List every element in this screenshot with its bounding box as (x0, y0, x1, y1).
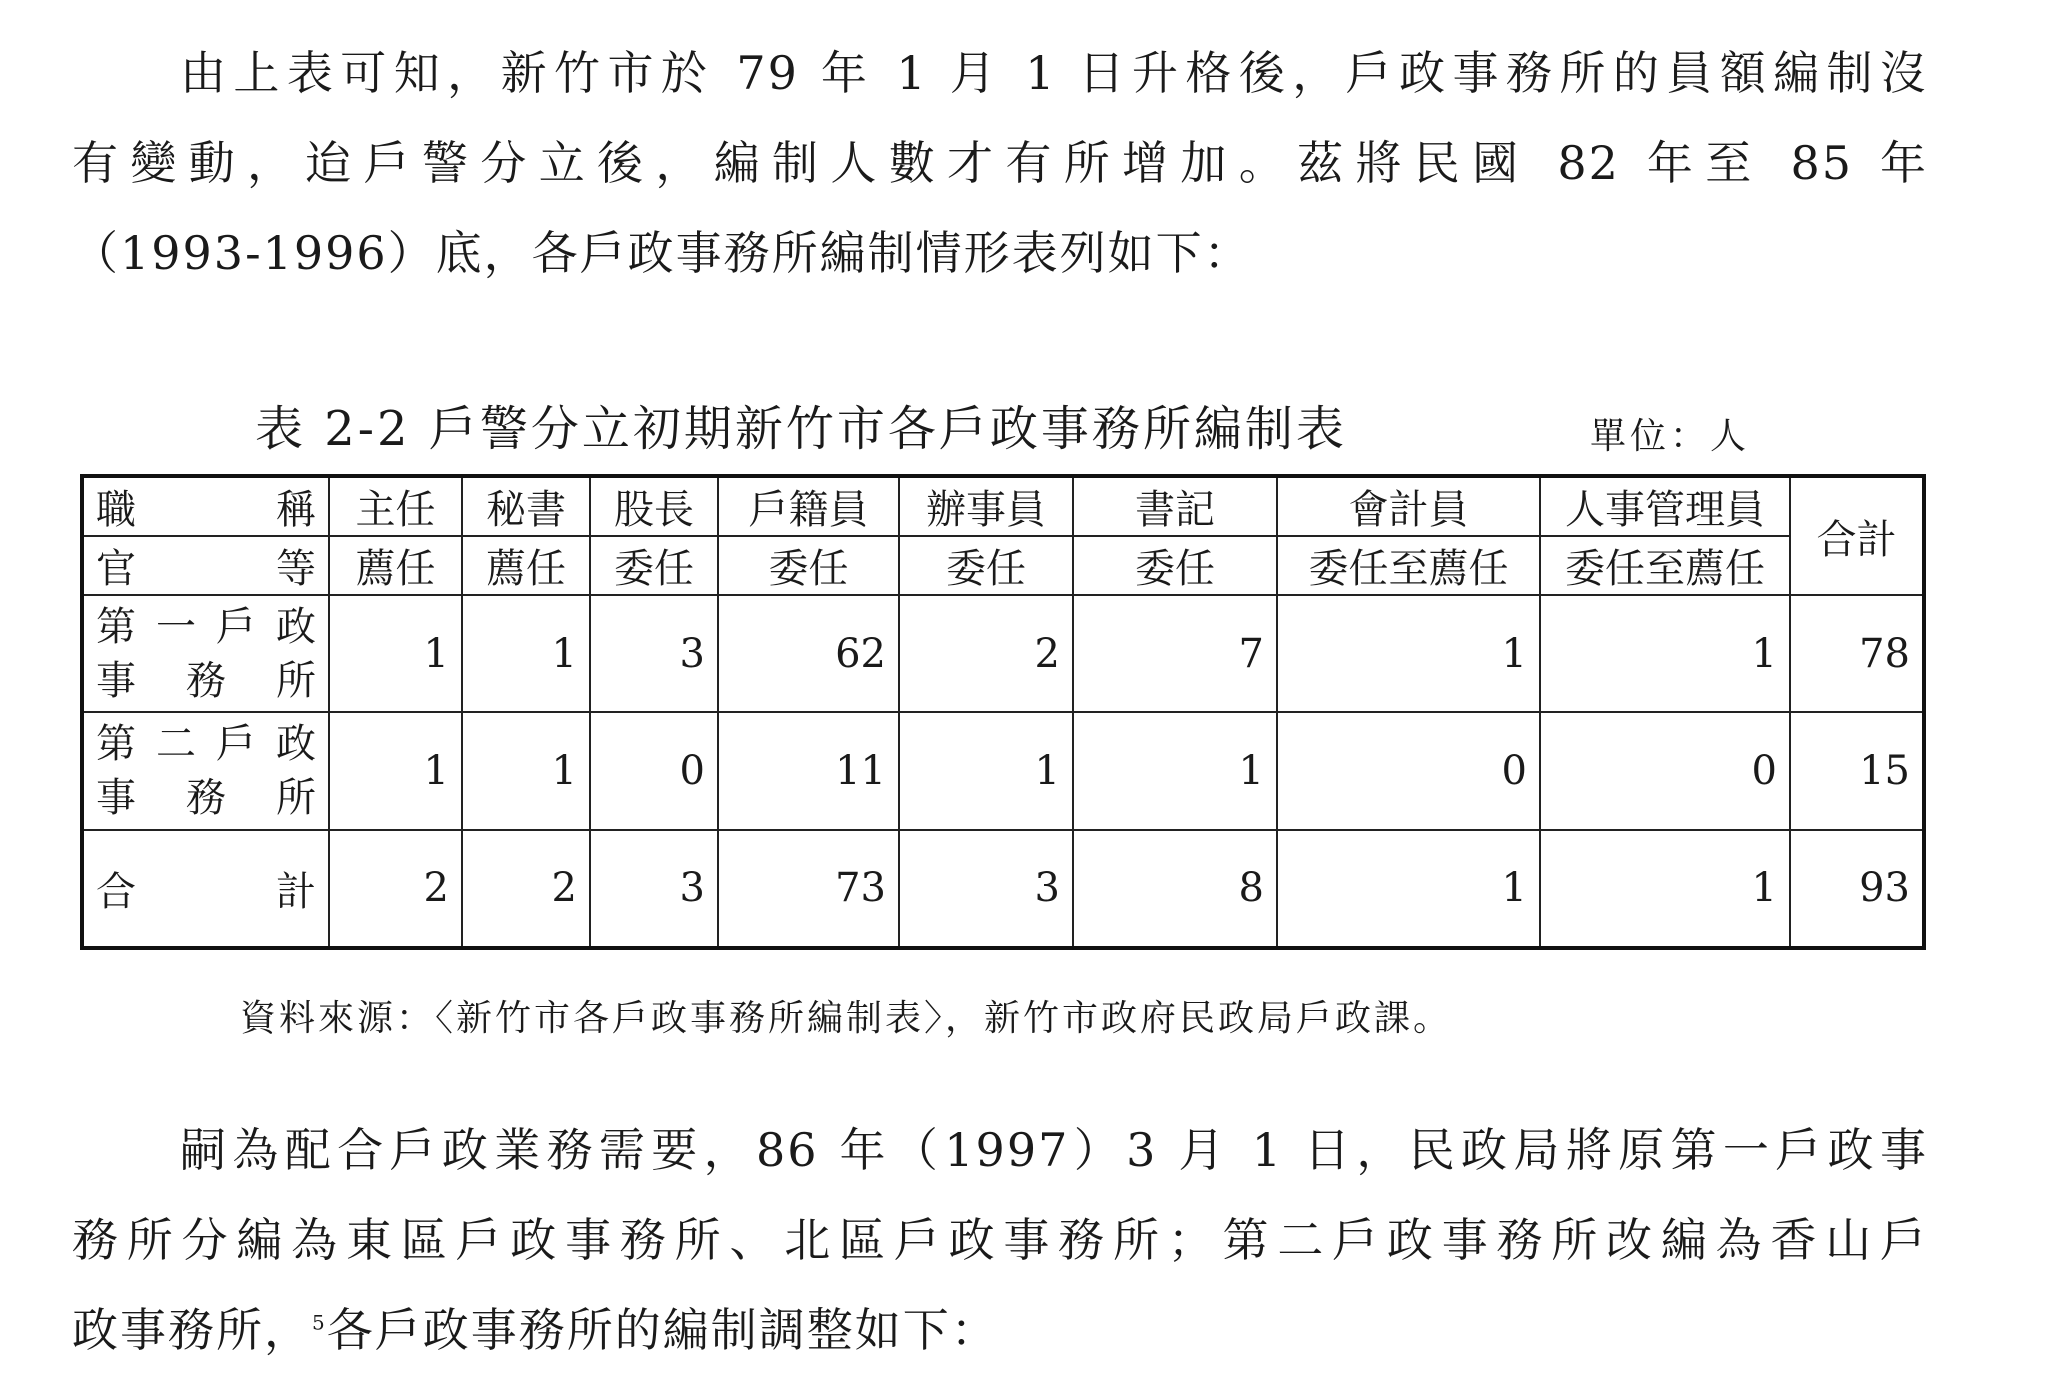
value-cell: 73 (718, 830, 899, 948)
value-cell: 1 (1277, 830, 1540, 948)
office-name-line: 事務所 (96, 657, 316, 704)
value-cell: 0 (1277, 712, 1540, 829)
table-caption: 表 2-2 戶警分立初期新竹市各戶政事務所編制表 (255, 401, 1347, 457)
total-row-label-cell (82, 830, 329, 948)
column-rank: 委任 (899, 536, 1073, 595)
total-row-label: 合計 (96, 868, 316, 915)
value-cell: 2 (899, 595, 1073, 712)
office-name-cell (82, 595, 329, 712)
staffing-table (80, 474, 1926, 950)
table-source-note: 資料來源：〈新竹市各戶政事務所編制表〉，新竹市政府民政局戶政課。 (240, 998, 1453, 1039)
value-cell: 62 (718, 595, 899, 712)
value-cell: 1 (329, 595, 462, 712)
column-title: 股長 (590, 476, 718, 536)
column-title: 主任 (329, 476, 462, 536)
column-title: 書記 (1073, 476, 1277, 536)
total-column-header: 合計 (1790, 476, 1924, 595)
value-cell: 1 (462, 595, 590, 712)
value-cell: 2 (329, 830, 462, 948)
paragraph-line: 有變動，迨戶警分立後，編制人數才有所增加。茲將民國 82 年至 85 年 (72, 136, 1928, 190)
paragraph-segment: 各戶政事務所的編制調整如下： (326, 1303, 999, 1357)
paragraph-line: 務所分編為東區戶政事務所、北區戶政事務所；第二戶政事務所改編為香山戶 (72, 1213, 1928, 1267)
value-cell: 11 (718, 712, 899, 829)
value-cell: 1 (329, 712, 462, 829)
column-rank: 委任 (1073, 536, 1277, 595)
column-rank: 委任 (590, 536, 718, 595)
value-cell: 7 (1073, 595, 1277, 712)
value-cell: 1 (1540, 830, 1790, 948)
value-cell: 0 (1540, 712, 1790, 829)
paragraph-segment: 政事務所， (72, 1303, 312, 1357)
row-header-title: 職稱 (82, 476, 329, 536)
office-name-line: 第一戶政 (96, 603, 316, 650)
footnote-marker[interactable]: 5 (312, 1310, 327, 1335)
column-rank: 薦任 (462, 536, 590, 595)
value-cell: 1 (1277, 595, 1540, 712)
column-title: 戶籍員 (718, 476, 899, 536)
value-cell: 3 (899, 830, 1073, 948)
intro-paragraph (72, 28, 1928, 298)
followup-paragraph (72, 1105, 1928, 1375)
row-total-cell: 78 (1790, 595, 1924, 712)
value-cell: 3 (590, 595, 718, 712)
column-rank: 委任至薦任 (1540, 536, 1790, 595)
paragraph-line: 嗣為配合戶政業務需要，86 年（1997）3 月 1 日，民政局將原第一戶政事 (180, 1123, 1928, 1177)
header-row-ranks (82, 536, 1924, 595)
paragraph-line: （1993-1996）底，各戶政事務所編制情形表列如下： (72, 226, 1252, 280)
value-cell: 1 (1540, 595, 1790, 712)
column-title: 秘書 (462, 476, 590, 536)
office-name-line: 事務所 (96, 775, 316, 822)
table-row (82, 595, 1924, 712)
column-title: 辦事員 (899, 476, 1073, 536)
value-cell: 1 (462, 712, 590, 829)
column-title: 會計員 (1277, 476, 1540, 536)
column-title: 人事管理員 (1540, 476, 1790, 536)
row-header-rank: 官等 (82, 536, 329, 595)
table-unit-label: 單位：人 (1590, 416, 1751, 457)
table-row (82, 712, 1924, 829)
column-rank: 委任至薦任 (1277, 536, 1540, 595)
paragraph-line: 由上表可知，新竹市於 79 年 1 月 1 日升格後，戶政事務所的員額編制沒 (180, 46, 1928, 100)
table-row-total (82, 830, 1924, 948)
column-rank: 薦任 (329, 536, 462, 595)
value-cell: 2 (462, 830, 590, 948)
office-name-cell (82, 712, 329, 829)
value-cell: 8 (1073, 830, 1277, 948)
paragraph-line (72, 1285, 1928, 1375)
office-name-line: 第二戶政 (96, 721, 316, 768)
header-row-titles (82, 476, 1924, 536)
value-cell: 3 (590, 830, 718, 948)
value-cell: 1 (1073, 712, 1277, 829)
row-total-cell: 15 (1790, 712, 1924, 829)
value-cell: 0 (590, 712, 718, 829)
value-cell: 1 (899, 712, 1073, 829)
grand-total-cell: 93 (1790, 830, 1924, 948)
column-rank: 委任 (718, 536, 899, 595)
